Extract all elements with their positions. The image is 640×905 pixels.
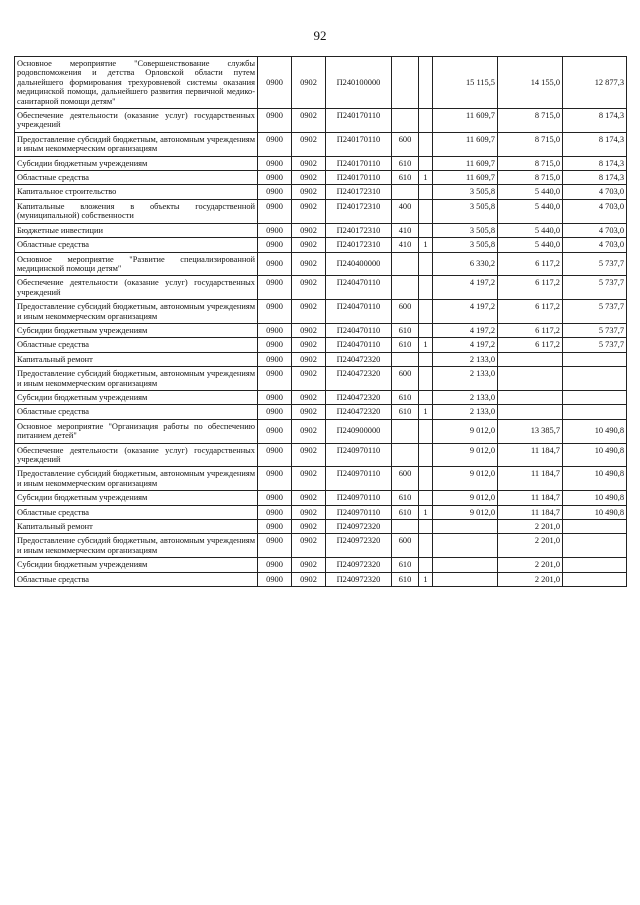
row-grbs-code: 0900 [258, 199, 292, 223]
row-section-code: 0902 [292, 109, 326, 133]
row-name: Обеспечение деятельности (оказание услуг) государственных учреждений [15, 276, 258, 300]
row-source-flag [419, 419, 433, 443]
row-amount-2: 6 117,2 [498, 300, 563, 324]
row-grbs-code: 0900 [258, 223, 292, 237]
row-amount-2: 11 184,7 [498, 505, 563, 519]
row-name: Предоставление субсидий бюджетным, автономным учреждениям и иным некоммерческим организациям [15, 300, 258, 324]
row-amount-3: 12 877,3 [563, 57, 627, 109]
row-target-code: П240972320 [326, 572, 392, 586]
row-amount-2: 6 117,2 [498, 338, 563, 352]
row-expense-type [392, 419, 419, 443]
row-target-code: П240970110 [326, 443, 392, 467]
table-row [15, 534, 627, 558]
row-amount-2: 5 440,0 [498, 199, 563, 223]
row-section-code: 0902 [292, 352, 326, 366]
table-row [15, 323, 627, 337]
row-amount-1: 3 505,8 [433, 199, 498, 223]
table-row [15, 132, 627, 156]
row-source-flag [419, 467, 433, 491]
row-amount-2: 11 184,7 [498, 491, 563, 505]
row-source-flag [419, 390, 433, 404]
row-amount-2: 11 184,7 [498, 467, 563, 491]
row-amount-3 [563, 520, 627, 534]
row-target-code: П240470110 [326, 323, 392, 337]
row-section-code: 0902 [292, 443, 326, 467]
table-row [15, 352, 627, 366]
row-expense-type: 610 [392, 323, 419, 337]
row-name: Субсидии бюджетным учреждениям [15, 323, 258, 337]
row-name: Областные средства [15, 572, 258, 586]
row-source-flag [419, 276, 433, 300]
row-amount-1: 9 012,0 [433, 419, 498, 443]
row-name: Обеспечение деятельности (оказание услуг) государственных учреждений [15, 443, 258, 467]
row-section-code: 0902 [292, 505, 326, 519]
row-amount-2: 2 201,0 [498, 534, 563, 558]
row-grbs-code: 0900 [258, 132, 292, 156]
table-row [15, 300, 627, 324]
row-expense-type: 610 [392, 171, 419, 185]
row-amount-3: 8 174,3 [563, 156, 627, 170]
row-amount-3 [563, 390, 627, 404]
row-amount-3: 10 490,8 [563, 491, 627, 505]
row-source-flag [419, 443, 433, 467]
row-amount-2: 8 715,0 [498, 171, 563, 185]
row-amount-3: 8 174,3 [563, 171, 627, 185]
row-amount-1: 15 115,5 [433, 57, 498, 109]
row-section-code: 0902 [292, 558, 326, 572]
row-target-code: П240970110 [326, 491, 392, 505]
row-target-code: П240970110 [326, 467, 392, 491]
table-row [15, 367, 627, 391]
row-target-code: П240900000 [326, 419, 392, 443]
row-amount-1: 2 133,0 [433, 390, 498, 404]
row-grbs-code: 0900 [258, 534, 292, 558]
row-grbs-code: 0900 [258, 300, 292, 324]
row-amount-3: 4 703,0 [563, 199, 627, 223]
budget-table [14, 56, 627, 587]
row-target-code: П240472320 [326, 405, 392, 419]
table-row [15, 185, 627, 199]
row-amount-3 [563, 352, 627, 366]
row-amount-2: 8 715,0 [498, 109, 563, 133]
row-grbs-code: 0900 [258, 156, 292, 170]
row-amount-1: 9 012,0 [433, 505, 498, 519]
row-section-code: 0902 [292, 572, 326, 586]
row-target-code: П240970110 [326, 505, 392, 519]
table-row [15, 443, 627, 467]
row-amount-2: 5 440,0 [498, 185, 563, 199]
row-grbs-code: 0900 [258, 467, 292, 491]
row-amount-2: 14 155,0 [498, 57, 563, 109]
row-amount-2: 6 117,2 [498, 276, 563, 300]
row-target-code: П240170110 [326, 109, 392, 133]
row-grbs-code: 0900 [258, 419, 292, 443]
row-amount-3: 4 703,0 [563, 238, 627, 252]
row-amount-3: 5 737,7 [563, 276, 627, 300]
row-source-flag: 1 [419, 405, 433, 419]
row-source-flag [419, 199, 433, 223]
row-section-code: 0902 [292, 390, 326, 404]
row-grbs-code: 0900 [258, 323, 292, 337]
row-expense-type [392, 352, 419, 366]
row-amount-2: 2 201,0 [498, 558, 563, 572]
row-amount-2: 5 440,0 [498, 223, 563, 237]
row-section-code: 0902 [292, 199, 326, 223]
row-amount-2 [498, 405, 563, 419]
row-name: Субсидии бюджетным учреждениям [15, 558, 258, 572]
row-grbs-code: 0900 [258, 405, 292, 419]
row-expense-type [392, 520, 419, 534]
row-source-flag [419, 57, 433, 109]
row-expense-type: 610 [392, 405, 419, 419]
table-row [15, 572, 627, 586]
row-expense-type: 610 [392, 390, 419, 404]
row-name: Обеспечение деятельности (оказание услуг) государственных учреждений [15, 109, 258, 133]
row-target-code: П240972320 [326, 520, 392, 534]
row-name: Предоставление субсидий бюджетным, автономным учреждениям и иным некоммерческим организациям [15, 367, 258, 391]
row-name: Капитальный ремонт [15, 352, 258, 366]
row-amount-1: 6 330,2 [433, 252, 498, 276]
row-target-code: П240972320 [326, 534, 392, 558]
row-source-flag: 1 [419, 238, 433, 252]
table-row [15, 109, 627, 133]
row-amount-3: 5 737,7 [563, 300, 627, 324]
row-amount-3: 10 490,8 [563, 443, 627, 467]
row-amount-3: 5 737,7 [563, 338, 627, 352]
table-row [15, 491, 627, 505]
row-amount-2: 6 117,2 [498, 323, 563, 337]
row-amount-1 [433, 520, 498, 534]
row-target-code: П240172310 [326, 199, 392, 223]
row-expense-type: 610 [392, 156, 419, 170]
row-amount-3: 4 703,0 [563, 185, 627, 199]
row-source-flag [419, 132, 433, 156]
row-grbs-code: 0900 [258, 171, 292, 185]
row-grbs-code: 0900 [258, 252, 292, 276]
row-amount-3 [563, 558, 627, 572]
row-amount-1: 11 609,7 [433, 109, 498, 133]
row-amount-2: 5 440,0 [498, 238, 563, 252]
row-name: Субсидии бюджетным учреждениям [15, 390, 258, 404]
row-section-code: 0902 [292, 338, 326, 352]
table-row [15, 199, 627, 223]
row-expense-type: 600 [392, 132, 419, 156]
row-section-code: 0902 [292, 405, 326, 419]
row-amount-1: 4 197,2 [433, 323, 498, 337]
row-target-code: П240100000 [326, 57, 392, 109]
row-amount-1: 3 505,8 [433, 223, 498, 237]
page-number: 92 [313, 28, 327, 43]
row-section-code: 0902 [292, 57, 326, 109]
table-row [15, 238, 627, 252]
row-target-code: П240972320 [326, 558, 392, 572]
table-row-main-measure [15, 252, 627, 276]
row-section-code: 0902 [292, 156, 326, 170]
row-amount-1: 4 197,2 [433, 276, 498, 300]
row-grbs-code: 0900 [258, 109, 292, 133]
row-name: Областные средства [15, 405, 258, 419]
row-amount-3 [563, 534, 627, 558]
row-target-code: П240470110 [326, 300, 392, 324]
row-target-code: П240170110 [326, 156, 392, 170]
row-expense-type: 600 [392, 367, 419, 391]
row-name: Предоставление субсидий бюджетным, автономным учреждениям и иным некоммерческим организациям [15, 132, 258, 156]
row-amount-2: 6 117,2 [498, 252, 563, 276]
table-row [15, 467, 627, 491]
row-amount-3 [563, 572, 627, 586]
row-name: Капитальные вложения в объекты государственной (муниципальной) собственности [15, 199, 258, 223]
row-source-flag [419, 558, 433, 572]
row-amount-2 [498, 367, 563, 391]
row-amount-1: 3 505,8 [433, 238, 498, 252]
row-section-code: 0902 [292, 520, 326, 534]
row-amount-2 [498, 390, 563, 404]
row-grbs-code: 0900 [258, 505, 292, 519]
row-expense-type: 400 [392, 199, 419, 223]
row-grbs-code: 0900 [258, 276, 292, 300]
row-expense-type: 410 [392, 238, 419, 252]
row-source-flag [419, 223, 433, 237]
row-section-code: 0902 [292, 491, 326, 505]
row-section-code: 0902 [292, 171, 326, 185]
row-amount-1: 4 197,2 [433, 300, 498, 324]
row-expense-type: 600 [392, 467, 419, 491]
table-row [15, 223, 627, 237]
row-grbs-code: 0900 [258, 352, 292, 366]
row-name: Областные средства [15, 338, 258, 352]
row-section-code: 0902 [292, 185, 326, 199]
row-name: Основное мероприятие "Организация работы по обеспечению питанием детей" [15, 419, 258, 443]
table-body [15, 57, 627, 587]
row-amount-3: 10 490,8 [563, 505, 627, 519]
row-amount-1: 2 133,0 [433, 352, 498, 366]
row-source-flag: 1 [419, 338, 433, 352]
row-target-code: П240472320 [326, 390, 392, 404]
row-grbs-code: 0900 [258, 572, 292, 586]
row-target-code: П240472320 [326, 367, 392, 391]
row-source-flag: 1 [419, 572, 433, 586]
row-expense-type [392, 185, 419, 199]
row-grbs-code: 0900 [258, 185, 292, 199]
row-name: Областные средства [15, 171, 258, 185]
row-expense-type: 610 [392, 505, 419, 519]
row-amount-3: 10 490,8 [563, 467, 627, 491]
row-amount-2: 2 201,0 [498, 572, 563, 586]
table-row [15, 171, 627, 185]
row-name: Капитальный ремонт [15, 520, 258, 534]
row-section-code: 0902 [292, 367, 326, 391]
row-name: Предоставление субсидий бюджетным, автономным учреждениям и иным некоммерческим организациям [15, 467, 258, 491]
row-section-code: 0902 [292, 419, 326, 443]
row-grbs-code: 0900 [258, 520, 292, 534]
row-source-flag: 1 [419, 171, 433, 185]
table-row [15, 505, 627, 519]
row-amount-1 [433, 534, 498, 558]
row-target-code: П240172310 [326, 185, 392, 199]
row-expense-type [392, 109, 419, 133]
row-amount-3 [563, 367, 627, 391]
row-amount-1 [433, 558, 498, 572]
row-source-flag: 1 [419, 505, 433, 519]
row-amount-1: 9 012,0 [433, 491, 498, 505]
row-source-flag [419, 156, 433, 170]
row-expense-type: 600 [392, 300, 419, 324]
table-row [15, 558, 627, 572]
row-expense-type: 610 [392, 338, 419, 352]
table-row [15, 390, 627, 404]
row-amount-3: 5 737,7 [563, 252, 627, 276]
row-section-code: 0902 [292, 467, 326, 491]
row-target-code: П240472320 [326, 352, 392, 366]
row-amount-3: 8 174,3 [563, 132, 627, 156]
row-target-code: П240400000 [326, 252, 392, 276]
row-amount-2: 13 385,7 [498, 419, 563, 443]
row-amount-1: 2 133,0 [433, 405, 498, 419]
row-target-code: П240470110 [326, 276, 392, 300]
row-expense-type: 600 [392, 534, 419, 558]
row-amount-2 [498, 352, 563, 366]
row-expense-type [392, 57, 419, 109]
row-target-code: П240172310 [326, 223, 392, 237]
table-row-main-measure [15, 57, 627, 109]
row-amount-1 [433, 572, 498, 586]
row-amount-3: 10 490,8 [563, 419, 627, 443]
row-expense-type [392, 252, 419, 276]
row-target-code: П240470110 [326, 338, 392, 352]
row-amount-1: 11 609,7 [433, 171, 498, 185]
row-target-code: П240170110 [326, 171, 392, 185]
row-amount-1: 9 012,0 [433, 467, 498, 491]
row-amount-1: 11 609,7 [433, 156, 498, 170]
row-grbs-code: 0900 [258, 338, 292, 352]
row-expense-type [392, 443, 419, 467]
row-amount-3: 4 703,0 [563, 223, 627, 237]
row-target-code: П240172310 [326, 238, 392, 252]
row-name: Предоставление субсидий бюджетным, автономным учреждениям и иным некоммерческим организациям [15, 534, 258, 558]
row-grbs-code: 0900 [258, 390, 292, 404]
row-section-code: 0902 [292, 300, 326, 324]
row-grbs-code: 0900 [258, 238, 292, 252]
row-name: Бюджетные инвестиции [15, 223, 258, 237]
row-amount-2: 2 201,0 [498, 520, 563, 534]
row-name: Областные средства [15, 505, 258, 519]
row-expense-type [392, 276, 419, 300]
row-expense-type: 610 [392, 558, 419, 572]
row-section-code: 0902 [292, 276, 326, 300]
row-name: Областные средства [15, 238, 258, 252]
row-source-flag [419, 491, 433, 505]
table-row [15, 520, 627, 534]
row-grbs-code: 0900 [258, 443, 292, 467]
row-source-flag [419, 300, 433, 324]
row-section-code: 0902 [292, 132, 326, 156]
table-row [15, 156, 627, 170]
row-source-flag [419, 520, 433, 534]
row-expense-type: 610 [392, 572, 419, 586]
row-source-flag [419, 367, 433, 391]
row-name: Основное мероприятие "Совершенствование службы родовспоможения и детства Орловской области путем дальнейшего формирования трехуровневой системы оказания медицинской помощи, дальнейшего развития первичной медико-санитарной помощи детям" [15, 57, 258, 109]
row-source-flag [419, 534, 433, 558]
row-source-flag [419, 185, 433, 199]
row-amount-2: 8 715,0 [498, 156, 563, 170]
row-grbs-code: 0900 [258, 491, 292, 505]
row-grbs-code: 0900 [258, 558, 292, 572]
row-section-code: 0902 [292, 323, 326, 337]
row-source-flag [419, 352, 433, 366]
row-source-flag [419, 109, 433, 133]
row-source-flag [419, 252, 433, 276]
row-source-flag [419, 323, 433, 337]
table-row [15, 405, 627, 419]
row-amount-3: 8 174,3 [563, 109, 627, 133]
row-name: Субсидии бюджетным учреждениям [15, 156, 258, 170]
row-name: Капитальное строительство [15, 185, 258, 199]
row-section-code: 0902 [292, 534, 326, 558]
row-amount-3 [563, 405, 627, 419]
row-name: Основное мероприятие "Развитие специализированной медицинской помощи детям" [15, 252, 258, 276]
table-row [15, 276, 627, 300]
row-section-code: 0902 [292, 252, 326, 276]
row-section-code: 0902 [292, 238, 326, 252]
row-section-code: 0902 [292, 223, 326, 237]
row-grbs-code: 0900 [258, 57, 292, 109]
row-expense-type: 410 [392, 223, 419, 237]
row-amount-2: 8 715,0 [498, 132, 563, 156]
row-amount-1: 11 609,7 [433, 132, 498, 156]
table-row [15, 338, 627, 352]
row-amount-1: 2 133,0 [433, 367, 498, 391]
row-name: Субсидии бюджетным учреждениям [15, 491, 258, 505]
row-amount-2: 11 184,7 [498, 443, 563, 467]
row-amount-1: 9 012,0 [433, 443, 498, 467]
row-target-code: П240170110 [326, 132, 392, 156]
table-row-main-measure [15, 419, 627, 443]
row-amount-1: 3 505,8 [433, 185, 498, 199]
row-expense-type: 610 [392, 491, 419, 505]
row-grbs-code: 0900 [258, 367, 292, 391]
row-amount-3: 5 737,7 [563, 323, 627, 337]
row-amount-1: 4 197,2 [433, 338, 498, 352]
